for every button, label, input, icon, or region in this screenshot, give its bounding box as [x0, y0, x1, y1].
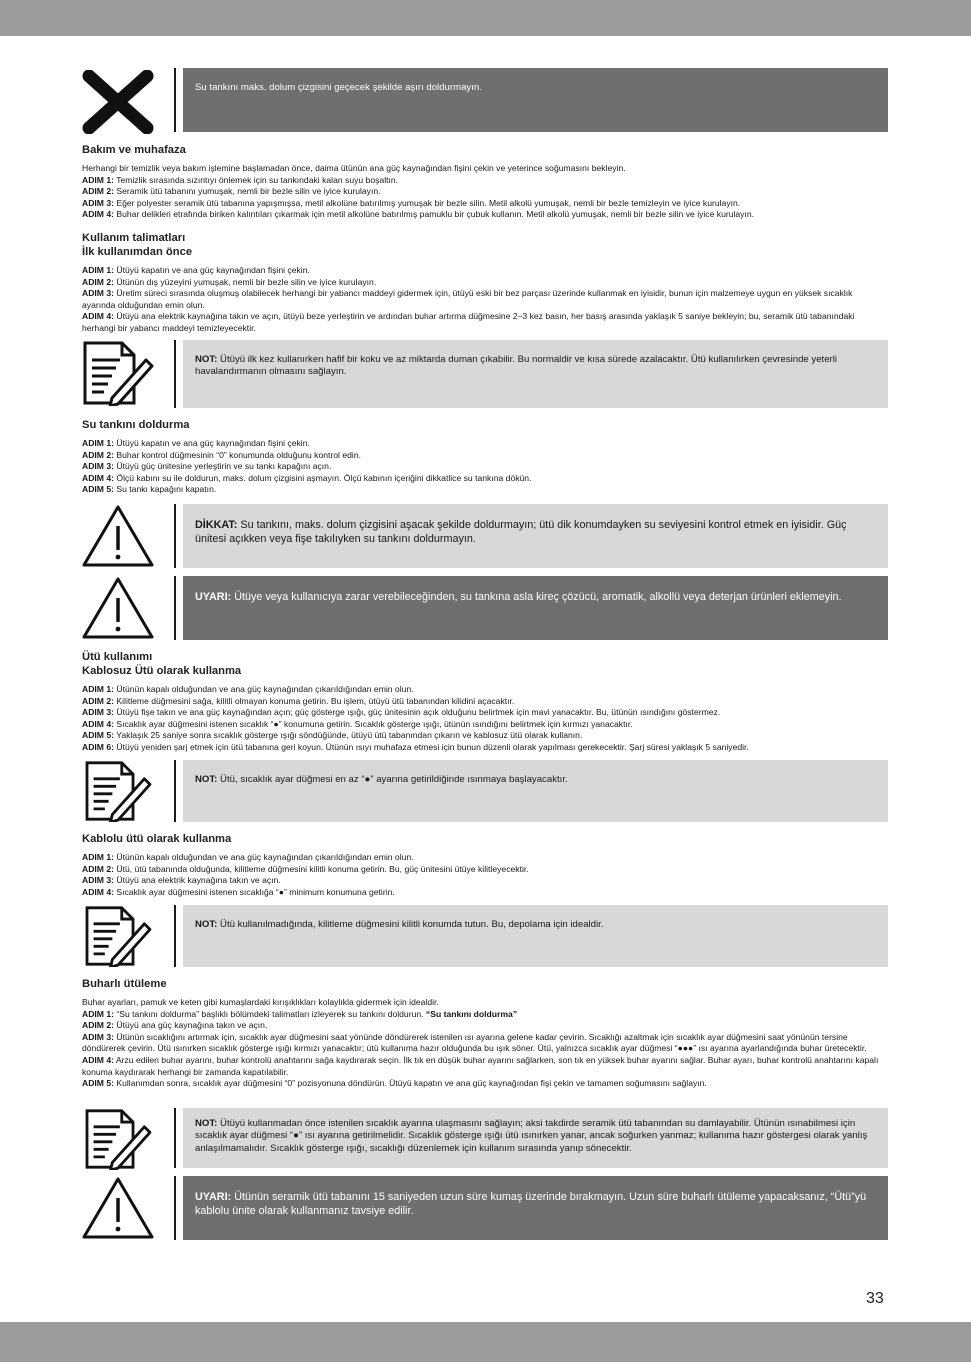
- step-item: [82, 864, 888, 876]
- step-text: Sıcaklık ayar düğmesini istenen sıcaklığa “●” minimum konumuna getirin.: [114, 886, 395, 897]
- step-text: Eğer polyester seramik ütü tabanına yapışmışsa, metil alkolüne batırılmış yumuşak bir bezle silin. Metil alkolü yumuşak, nemli bir bezle temizleyin ve iyice kurulayın.: [114, 197, 741, 208]
- heading-doldurma: Su tankını doldurma: [82, 419, 190, 431]
- dikkat-label: DİKKAT:: [195, 519, 238, 531]
- step-item: [82, 438, 888, 450]
- step-item: [82, 742, 888, 754]
- dikkat-notice: [82, 504, 888, 568]
- step-text: Ütüyü güç ünitesine yerleştirin ve su tankı kapağını açın.: [114, 461, 332, 472]
- note-label: NOT:: [195, 1118, 218, 1129]
- step-text: Temizlik sırasında sızıntıyı önlemek için su tankındaki kalan suyu boşaltın.: [114, 174, 399, 185]
- step-item: [82, 875, 888, 887]
- section-kullanim: [82, 231, 888, 335]
- note-pencil-icon: [82, 1108, 154, 1170]
- step-label: ADIM 6:: [82, 741, 114, 752]
- cross-icon: [82, 70, 154, 134]
- page-number: 33: [866, 1290, 884, 1307]
- section-kablolu: [82, 832, 888, 898]
- step-text: Üretim süreci sırasında oluşmuş olabilecek herhangi bir yabancı maddeyi gidermek için, ütüyü eski bir bez parçası üzerinde kullanmak en iyisidir, bunun için malzemeye uygun en yüksek sıcaklık ayarında olduğundan emin olun.: [82, 288, 853, 310]
- step-item: [82, 684, 888, 696]
- note-kablolu: [82, 905, 888, 967]
- section-utu: [82, 650, 888, 754]
- step-label: ADIM 1:: [82, 1008, 114, 1019]
- step-item: [82, 311, 888, 334]
- step-text: Buhar delikleri etrafında biriken kalıntıları çıkarmak için metil alkolüne batırılmış pamuklu bir çubuk kullanın. Metil alkolü yumuşak, nemli bir bezle silin ve iyice kurulayın.: [114, 209, 755, 220]
- step-label: ADIM 5:: [82, 484, 114, 495]
- divider: [174, 1176, 176, 1240]
- step-item: [82, 450, 888, 462]
- step-item: [82, 288, 888, 311]
- step-text: Ütüyü yeniden şarj etmek için ütü tabanına geri koyun. Ütünün ısıyı muhafaza etmesi için bunun düzenli olarak yapılması gerekecektir. Şarj süresi yaklaşık 5 saniyedir.: [114, 741, 749, 752]
- step-item: [82, 484, 888, 496]
- step-text: Ütünün kapalı olduğundan ve ana güç kaynağından çıkarıldığından emin olun.: [114, 852, 414, 862]
- step-item: [82, 1055, 888, 1078]
- kablolu-steps: [82, 852, 888, 898]
- divider: [174, 905, 176, 967]
- divider: [174, 576, 176, 640]
- warning-box: [183, 68, 888, 132]
- section-buharli: [82, 977, 888, 1090]
- step-text: “Su tankını doldurma” başlıklı bölümdeki talimatları izleyerek su tankını doldurun.: [114, 1008, 426, 1019]
- note-label: NOT:: [195, 919, 218, 930]
- warning-triangle-icon: [82, 576, 154, 640]
- note-text: Ütüyü ilk kez kullanırken hafif bir koku ve az miktarda duman çıkabilir. Bu normaldir ve kısa sürede azalacaktır. Ütü kullanılırken çevresinde yeterli havalandırmanın olmasını sağlayın.: [195, 354, 837, 378]
- heading-bakim: Bakım ve muhafaza: [82, 144, 186, 156]
- step-label: ADIM 2:: [82, 863, 114, 874]
- step-label: ADIM 4:: [82, 209, 114, 220]
- uyari-label: UYARI:: [195, 1191, 232, 1203]
- note-ilk-kullanim: [82, 340, 888, 408]
- note-box: [183, 905, 888, 967]
- note-text: Ütüyü kullanmadan önce istenilen sıcaklık ayarına ulaşmasını sağlayın; aksi takdirde seramik ütü tabanından su damlayabilir. Ütünün ısınabilmesi için sıcaklık ayar düğmesi “●” ısı ayarına getirilmelidir. Sıcaklık gösterge ışığı ütü ısınırken yanar, ancak soğurken yanmaz; kullanıma hazır göstergesi olarak yanlış anlaşılmamalıdır. Sıcaklık gösterge ışığı, sıcaklığı düzenlemek için kullanım sırasında yanıp sönecektir.: [195, 1118, 868, 1154]
- step-text: Ütüyü ana elektrik kaynağına takın ve açın.: [114, 875, 281, 886]
- step-text: Arzu edilen buhar ayarını, buhar kontrolü anahtarını sağa kaydırarak seçin. İlk tık en düşük buhar ayarını sağlarken, son tık en yüksek buhar ayarını sağlar. Buhar ayarı, buhar kontrolü anahtarını kapalı konuma kaydırarak herhangi bir zamanda kapatılabilir.: [82, 1054, 879, 1077]
- note-text: Ütü kullanılmadığında, kilitleme düğmesini kilitli konumda tutun. Bu, depolama için idealdir.: [217, 919, 604, 930]
- step-item: [82, 707, 888, 719]
- step-item: [82, 277, 888, 289]
- subheading-ilk-kullanim: İlk kullanımdan önce: [82, 246, 193, 258]
- step-label: ADIM 2:: [82, 1020, 114, 1031]
- step-text: Ütü, ütü tabanında olduğunda, kilitleme düğmesini kilitli konuma getirin. Bu, güç ünitesini ütüye kilitleyecektir.: [114, 863, 529, 874]
- step-label: ADIM 3:: [82, 1031, 114, 1042]
- section-doldurma: [82, 418, 888, 496]
- heading-utu: Ütü kullanımı: [82, 651, 153, 663]
- bakim-intro: Herhangi bir temizlik veya bakım işlemine başlamadan önce, daima ütünün ana güç kaynağından fişini çekin ve yeterince soğumasını bekleyin.: [82, 163, 626, 173]
- step-text: Su tankı kapağını kapatın.: [114, 484, 217, 495]
- step-text: Ütüyü kapatın ve ana güç kaynağından fişini çekin.: [114, 438, 310, 448]
- heading-kablolu: Kablolu ütü olarak kullanma: [82, 833, 232, 845]
- uyari-text: Ütünün seramik ütü tabanını 15 saniyeden uzun süre kumaş üzerinde bırakmayın. Uzun süre buharlı ütüleme yapacaksanız, “Ütü”yü kablolu ünite olarak kullanmanız tavsiye edilir.: [195, 1191, 867, 1217]
- bakim-steps: [82, 175, 888, 221]
- divider: [174, 760, 176, 822]
- note-box: [183, 760, 888, 822]
- step-item: [82, 175, 888, 187]
- doldurma-steps: [82, 438, 888, 496]
- step-text: Seramik ütü tabanını yumuşak, nemli bir bezle silin ve iyice kurulayın.: [114, 186, 381, 197]
- note-pencil-icon: [82, 905, 154, 967]
- step-label: ADIM 1:: [82, 852, 114, 862]
- step-label: ADIM 4:: [82, 1054, 114, 1065]
- step-text: Kullanımdan sonra, sıcaklık ayar düğmesini “0” pozisyonuna döndürün. Ütüyü kapatın ve ana güç kaynağından fişi çekin ve tamamen soğumasını sağlayın.: [114, 1078, 707, 1089]
- heading-kullanim: Kullanım talimatları: [82, 232, 186, 244]
- warning-triangle-icon: [82, 1176, 154, 1240]
- step-label: ADIM 5:: [82, 730, 114, 741]
- buharli-step-1: [82, 1009, 888, 1021]
- step-label: ADIM 3:: [82, 875, 114, 886]
- note-pencil-icon: [82, 340, 154, 406]
- note-label: NOT:: [195, 354, 218, 365]
- step-item: [82, 1020, 888, 1032]
- step-item: [82, 1078, 888, 1090]
- note-text: Ütü, sıcaklık ayar düğmesi en az “●” ayarına getirildiğinde ısınmaya başlayacaktır.: [217, 774, 568, 785]
- note-kablosuz: [82, 760, 888, 822]
- divider: [174, 1108, 176, 1168]
- uyari-box: [183, 576, 888, 640]
- kullanim-steps: [82, 265, 888, 335]
- step-label: ADIM 2:: [82, 276, 114, 287]
- uyari-label: UYARI:: [195, 591, 232, 603]
- step-item: [82, 730, 888, 742]
- warning-text: Su tankını maks. dolum çizgisini geçecek şekilde aşırı doldurmayın.: [195, 82, 482, 93]
- step-text: Ütünün sıcaklığını artırmak için, sıcaklık ayar düğmesini saat yönünde döndürerek istenilen ısı ayarına gelene kadar çevirin. Sıcaklığı azaltmak için sıcaklık ayar düğmesini saat yönünün tersine döndürerek çevirin. Ütü ısınırken sıcaklık gösterge ışığı kırmızı yanacaktır; ütü kullanıma hazır olduğunda bu ışık söner. Ütü, yalnızca sıcaklık ayar düğmesi “●●●” ısı ayarına ayarlandığında buhar üretecektir.: [82, 1031, 867, 1054]
- step-label: ADIM 3:: [82, 707, 114, 718]
- uyari-notice-tank: [82, 576, 888, 640]
- dikkat-text: Su tankını, maks. dolum çizgisini aşacak şekilde doldurmayın; ütü dik konumdayken su seviyesini kontrol etmek en iyisidir. Güç ünitesi açıkken veya fişe takılıyken su tankını doldurmayın.: [195, 519, 847, 545]
- uyari-box: [183, 1176, 888, 1240]
- step-text: Buhar kontrol düğmesinin “0” konumunda olduğunu kontrol edin.: [114, 449, 361, 460]
- step-text: Ütüyü fişe takın ve ana güç kaynağından açın; güç gösterge ışığı, güç ünitesinin açık olduğunu belirtmek için mavi yanacaktır. Bu, ütünün ısındığını göstermez.: [114, 707, 721, 718]
- note-box: [183, 340, 888, 408]
- divider: [174, 504, 176, 568]
- step-label: ADIM 2:: [82, 695, 114, 706]
- step-label: ADIM 1:: [82, 174, 114, 185]
- step-item: [82, 696, 888, 708]
- step-item: [82, 1032, 888, 1055]
- step-text: Kilitleme düğmesini sağa, kilitli olmayan konuma getirin. Bu işlem, ütüyü ütü tabanından kilidini açacaktır.: [114, 695, 515, 706]
- divider: [174, 68, 176, 132]
- step-text: Ölçü kabını su ile doldurun, maks. dolum çizgisini aşmayın. Ölçü kabının içeriğini dikkatlice su tankına dökün.: [114, 472, 532, 483]
- step-bold-ref: “Su tankını doldurma”: [425, 1008, 518, 1019]
- step-text: Ütünün kapalı olduğundan ve ana güç kaynağından çıkarıldığından emin olun.: [114, 684, 414, 694]
- step-item: [82, 198, 888, 210]
- step-item: [82, 209, 888, 221]
- step-item: [82, 473, 888, 485]
- note-pencil-icon: [82, 760, 154, 822]
- subheading-kablosuz: Kablosuz Ütü olarak kullanma: [82, 665, 242, 677]
- step-text: Sıcaklık ayar düğmesini istenen sıcaklık “●” konumuna getirin. Sıcaklık gösterge ışığı, ütünün ısındığını belirtmek için kırmızı yanacaktır.: [114, 718, 633, 729]
- section-bakim: [82, 143, 888, 221]
- step-label: ADIM 4:: [82, 311, 114, 322]
- dikkat-box: [183, 504, 888, 568]
- step-label: ADIM 4:: [82, 718, 114, 729]
- divider: [174, 340, 176, 408]
- step-label: ADIM 2:: [82, 449, 114, 460]
- step-item: [82, 852, 888, 864]
- step-label: ADIM 1:: [82, 265, 114, 275]
- buharli-steps: [82, 1020, 888, 1090]
- step-label: ADIM 3:: [82, 197, 114, 208]
- step-text: Ütüyü ana elektrik kaynağına takın ve açın, ütüyü beze yerleştirin ve ardından buhar artırma düğmesine 2–3 kez basın, her basış arasında yaklaşık 5 saniye bekleyin; bu, seramik ütü tabanındaki herhangi bir yabancı maddeyi temizleyecektir.: [82, 311, 855, 333]
- step-item: [82, 461, 888, 473]
- step-text: Yaklaşık 25 saniye sonra sıcaklık gösterge ışığı söndüğünde, ütüyü ütü tabanından çıkarın ve kablosuz ütü olarak kullanın.: [114, 730, 583, 741]
- step-label: ADIM 1:: [82, 438, 114, 448]
- step-label: ADIM 3:: [82, 461, 114, 472]
- bottom-bar: [0, 1322, 971, 1362]
- step-label: ADIM 5:: [82, 1078, 114, 1089]
- buharli-intro: Buhar ayarları, pamuk ve keten gibi kumaşlardaki kırışıklıkları kolaylıkla gidermek için idealdir.: [82, 997, 439, 1007]
- step-label: ADIM 4:: [82, 886, 114, 897]
- step-text: Ütüyü kapatın ve ana güç kaynağından fişini çekin.: [114, 265, 310, 275]
- step-item: [82, 719, 888, 731]
- step-item: [82, 186, 888, 198]
- step-text: Ütüyü ana güç kaynağına takın ve açın.: [114, 1020, 268, 1031]
- heading-buharli: Buharlı ütüleme: [82, 978, 167, 990]
- step-text: Ütünün dış yüzeyini yumuşak, nemli bir bezle silin ve iyice kurulayın.: [114, 276, 377, 287]
- step-item: [82, 887, 888, 899]
- warning-triangle-icon: [82, 504, 154, 568]
- overfill-warning: [82, 68, 888, 132]
- uyari-text: Ütüye veya kullanıcıya zarar verebileceğinden, su tankına asla kireç çözücü, aromatik, alkollü veya deterjan ürünleri eklemeyin.: [231, 591, 842, 603]
- top-bar: [0, 0, 971, 36]
- note-box: [183, 1108, 888, 1168]
- note-label: NOT:: [195, 774, 218, 785]
- step-label: ADIM 2:: [82, 186, 114, 197]
- note-buharli: [82, 1108, 888, 1168]
- utu-steps: [82, 684, 888, 754]
- uyari-notice-buhar: [82, 1176, 888, 1240]
- step-label: ADIM 3:: [82, 288, 114, 299]
- step-label: ADIM 4:: [82, 472, 114, 483]
- step-label: ADIM 1:: [82, 684, 114, 694]
- step-item: [82, 265, 888, 277]
